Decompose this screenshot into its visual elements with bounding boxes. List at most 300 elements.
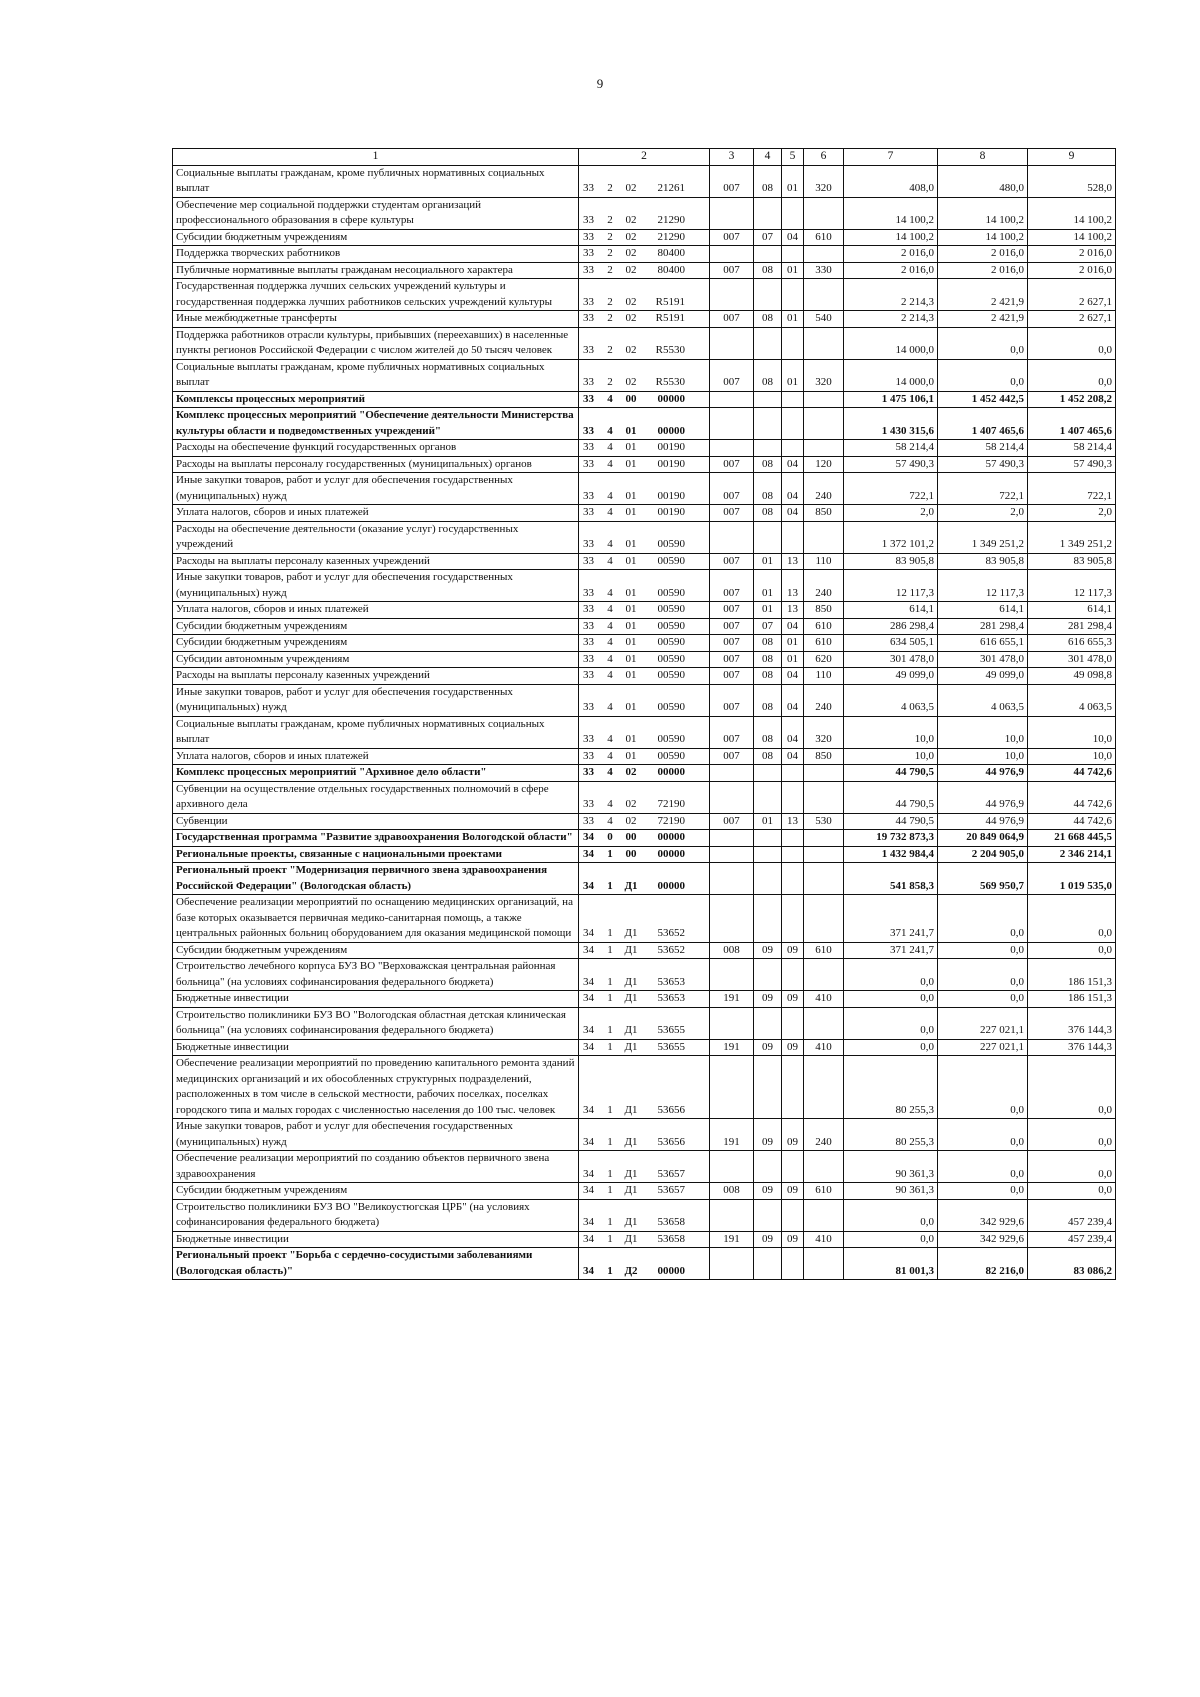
code-part-c3: 01: [625, 652, 637, 665]
row-col-5: [782, 1248, 804, 1280]
code-part-c1: 33: [583, 766, 594, 778]
code-part-c4: 53655: [657, 1024, 685, 1036]
row-col-6: [804, 959, 844, 991]
row-col-7: 408,0: [844, 165, 938, 197]
row-col-7: 10,0: [844, 748, 938, 765]
row-col-7: 0,0: [844, 991, 938, 1008]
row-col-3: 007: [710, 602, 754, 619]
code-part-c1: 33: [583, 182, 594, 194]
code-part-c1: 33: [583, 669, 594, 681]
row-col-5: 01: [782, 165, 804, 197]
code-part-c3: 01: [625, 554, 637, 567]
code-part-c1: 33: [583, 376, 594, 388]
code-part-c2: 4: [607, 554, 613, 567]
code-part-c2: 4: [607, 636, 613, 648]
row-col-5: 04: [782, 748, 804, 765]
code-part-c1: 33: [583, 457, 594, 470]
row-col-3: 007: [710, 716, 754, 748]
row-col-8: 301 478,0: [938, 651, 1028, 668]
row-name: Публичные нормативные выплаты гражданам несоциального характера: [173, 262, 579, 279]
row-col-5: [782, 197, 804, 229]
code-part-c4: 00590: [657, 749, 685, 762]
row-code: [579, 942, 710, 959]
row-col-7: 2 016,0: [844, 246, 938, 263]
row-col-4: [754, 1248, 782, 1280]
row-col-6: [804, 830, 844, 847]
row-col-8: 480,0: [938, 165, 1028, 197]
row-col-5: 01: [782, 311, 804, 328]
code-part-c3: 00: [625, 392, 637, 405]
table-row: [173, 570, 1116, 602]
row-col-6: 610: [804, 618, 844, 635]
row-col-7: 2 214,3: [844, 311, 938, 328]
row-col-3: 007: [710, 570, 754, 602]
code-part-c2: 4: [607, 506, 613, 518]
table-row: [173, 635, 1116, 652]
row-name: Расходы на выплаты персоналу казенных учреждений: [173, 553, 579, 570]
code-part-c3: 02: [625, 182, 637, 194]
table-row: [173, 391, 1116, 408]
row-col-8: 2 421,9: [938, 279, 1028, 311]
row-name: Строительство поликлиники БУЗ ВО "Вологодская областная детская клиническая больница" (на условиях софинансирования федерального бюджета): [173, 1007, 579, 1039]
code-part-c3: Д1: [624, 1024, 638, 1036]
row-col-6: 850: [804, 505, 844, 522]
row-col-9: 0,0: [1028, 359, 1116, 391]
row-name: Субвенции на осуществление отдельных государственных полномочий в сфере архивного дела: [173, 781, 579, 813]
row-col-6: 240: [804, 1119, 844, 1151]
row-col-4: [754, 391, 782, 408]
row-name: Бюджетные инвестиции: [173, 991, 579, 1008]
row-col-6: [804, 1199, 844, 1231]
row-col-3: 008: [710, 942, 754, 959]
row-col-6: 410: [804, 1231, 844, 1248]
code-part-c2: 2: [607, 214, 613, 226]
header-row: [173, 149, 1116, 166]
code-part-c4: 53656: [657, 1103, 685, 1116]
code-part-c2: 2: [607, 344, 613, 356]
row-code: [579, 781, 710, 813]
row-name: Субсидии бюджетным учреждениям: [173, 1183, 579, 1200]
row-col-4: 01: [754, 570, 782, 602]
code-part-c3: 02: [625, 312, 637, 324]
row-col-4: 08: [754, 359, 782, 391]
row-col-9: 2 016,0: [1028, 262, 1116, 279]
row-col-8: 0,0: [938, 942, 1028, 959]
row-code: [579, 1119, 710, 1151]
code-part-c3: Д1: [624, 943, 638, 956]
row-col-4: 08: [754, 651, 782, 668]
code-part-c2: 4: [607, 489, 613, 502]
code-part-c3: 01: [625, 636, 637, 648]
row-name: Региональный проект "Борьба с сердечно-сосудистыми заболеваниями (Вологодская область)": [173, 1248, 579, 1280]
code-part-c2: 4: [607, 798, 613, 810]
code-part-c3: 02: [625, 376, 637, 388]
code-part-c2: 1: [607, 975, 613, 988]
row-code: [579, 473, 710, 505]
row-col-8: 44 976,9: [938, 813, 1028, 830]
row-col-3: [710, 830, 754, 847]
row-code: [579, 602, 710, 619]
header-cell: 7: [844, 149, 938, 166]
code-part-c1: 33: [583, 749, 594, 762]
row-code: [579, 991, 710, 1008]
row-col-7: 634 505,1: [844, 635, 938, 652]
row-col-6: 330: [804, 262, 844, 279]
row-col-3: 007: [710, 262, 754, 279]
row-code: [579, 765, 710, 782]
code-part-c2: 1: [607, 879, 613, 892]
row-col-9: 186 151,3: [1028, 959, 1116, 991]
row-col-5: [782, 846, 804, 863]
row-col-7: 14 100,2: [844, 229, 938, 246]
code-part-c1: 33: [583, 489, 594, 502]
row-col-4: [754, 408, 782, 440]
code-part-c4: 21290: [657, 230, 685, 243]
row-col-5: 01: [782, 651, 804, 668]
row-col-6: [804, 765, 844, 782]
row-col-3: [710, 327, 754, 359]
table-row: [173, 408, 1116, 440]
code-part-c4: 00190: [657, 506, 685, 518]
code-part-c2: 1: [607, 1264, 613, 1277]
row-col-4: 01: [754, 553, 782, 570]
code-part-c2: 4: [607, 586, 613, 599]
code-part-c1: 33: [583, 554, 594, 567]
row-col-9: 186 151,3: [1028, 991, 1116, 1008]
row-col-3: 007: [710, 505, 754, 522]
row-col-4: [754, 521, 782, 553]
row-col-9: 14 100,2: [1028, 197, 1116, 229]
row-col-9: 1 452 208,2: [1028, 391, 1116, 408]
row-col-7: 0,0: [844, 1007, 938, 1039]
row-name: Расходы на выплаты персоналу государственных (муниципальных) органов: [173, 456, 579, 473]
row-col-5: 01: [782, 359, 804, 391]
row-col-4: [754, 327, 782, 359]
row-col-3: [710, 1199, 754, 1231]
row-col-9: 376 144,3: [1028, 1007, 1116, 1039]
table-row: [173, 197, 1116, 229]
row-code: [579, 1199, 710, 1231]
row-col-9: 281 298,4: [1028, 618, 1116, 635]
row-col-4: 08: [754, 668, 782, 685]
code-part-c2: 1: [607, 927, 613, 939]
table-row: [173, 813, 1116, 830]
row-col-4: 09: [754, 1039, 782, 1056]
row-col-6: 320: [804, 716, 844, 748]
row-col-3: 007: [710, 684, 754, 716]
row-col-6: 120: [804, 456, 844, 473]
row-col-5: [782, 765, 804, 782]
row-col-5: [782, 1151, 804, 1183]
code-part-c1: 33: [583, 441, 594, 453]
code-part-c1: 33: [583, 214, 594, 226]
row-code: [579, 359, 710, 391]
table-row: [173, 651, 1116, 668]
row-col-3: [710, 246, 754, 263]
row-col-6: 620: [804, 651, 844, 668]
row-col-4: [754, 1199, 782, 1231]
row-col-8: 0,0: [938, 359, 1028, 391]
row-col-4: 08: [754, 262, 782, 279]
row-col-5: [782, 279, 804, 311]
row-col-8: 83 905,8: [938, 553, 1028, 570]
code-part-c1: 34: [583, 1216, 594, 1228]
row-col-3: 007: [710, 456, 754, 473]
row-col-8: 2 421,9: [938, 311, 1028, 328]
header-cell: 3: [710, 149, 754, 166]
code-part-c4: 21290: [657, 214, 685, 226]
row-col-6: 240: [804, 684, 844, 716]
row-code: [579, 1183, 710, 1200]
row-col-9: 2 016,0: [1028, 246, 1116, 263]
row-col-5: [782, 408, 804, 440]
row-col-4: 09: [754, 942, 782, 959]
table-row: [173, 359, 1116, 391]
row-col-7: 14 000,0: [844, 327, 938, 359]
code-part-c1: 33: [583, 263, 594, 276]
code-part-c1: 34: [583, 1184, 594, 1196]
budget-table: [172, 148, 1116, 1280]
table-row: [173, 165, 1116, 197]
row-col-5: [782, 246, 804, 263]
row-col-3: 191: [710, 1039, 754, 1056]
row-code: [579, 1007, 710, 1039]
row-col-3: 007: [710, 635, 754, 652]
row-col-7: 44 790,5: [844, 813, 938, 830]
row-name: Иные закупки товаров, работ и услуг для обеспечения государственных (муниципальных) нужд: [173, 1119, 579, 1151]
row-col-3: [710, 781, 754, 813]
row-col-5: [782, 781, 804, 813]
row-col-4: [754, 959, 782, 991]
row-col-8: 14 100,2: [938, 197, 1028, 229]
row-code: [579, 197, 710, 229]
table-row: [173, 473, 1116, 505]
row-code: [579, 246, 710, 263]
row-name: Уплата налогов, сборов и иных платежей: [173, 602, 579, 619]
row-col-4: [754, 863, 782, 895]
row-col-5: [782, 1199, 804, 1231]
row-col-9: 616 655,3: [1028, 635, 1116, 652]
row-name: Бюджетные инвестиции: [173, 1039, 579, 1056]
row-col-5: [782, 1056, 804, 1119]
row-col-7: 90 361,3: [844, 1183, 938, 1200]
table-row: [173, 602, 1116, 619]
code-part-c3: Д1: [624, 1216, 638, 1228]
code-part-c4: 53653: [657, 975, 685, 988]
row-col-5: 13: [782, 570, 804, 602]
row-col-8: 281 298,4: [938, 618, 1028, 635]
row-col-4: 07: [754, 229, 782, 246]
code-part-c4: 53653: [657, 992, 685, 1004]
row-code: [579, 391, 710, 408]
table-row: [173, 246, 1116, 263]
code-part-c4: 80400: [657, 263, 685, 276]
row-col-8: 616 655,1: [938, 635, 1028, 652]
code-part-c2: 2: [607, 247, 613, 259]
row-col-5: 04: [782, 505, 804, 522]
code-part-c1: 33: [583, 701, 594, 713]
row-code: [579, 1039, 710, 1056]
code-part-c1: 33: [583, 424, 594, 437]
row-code: [579, 262, 710, 279]
code-part-c2: 1: [607, 1216, 613, 1228]
row-col-3: 007: [710, 311, 754, 328]
row-code: [579, 651, 710, 668]
row-col-3: 191: [710, 1231, 754, 1248]
row-col-5: 09: [782, 1183, 804, 1200]
row-col-8: 10,0: [938, 748, 1028, 765]
row-name: Социальные выплаты гражданам, кроме публичных нормативных социальных выплат: [173, 165, 579, 197]
row-col-3: 191: [710, 1119, 754, 1151]
row-col-9: 376 144,3: [1028, 1039, 1116, 1056]
row-col-3: [710, 1056, 754, 1119]
row-name: Уплата налогов, сборов и иных платежей: [173, 748, 579, 765]
row-col-3: 007: [710, 748, 754, 765]
row-name: Субсидии автономным учреждениям: [173, 651, 579, 668]
code-part-c2: 4: [607, 652, 613, 665]
row-code: [579, 895, 710, 943]
row-name: Комплексы процессных мероприятий: [173, 391, 579, 408]
row-col-6: [804, 246, 844, 263]
row-col-8: 2,0: [938, 505, 1028, 522]
header-cell: 1: [173, 149, 579, 166]
code-part-c1: 33: [583, 586, 594, 599]
row-col-8: 0,0: [938, 327, 1028, 359]
row-col-5: [782, 1007, 804, 1039]
row-col-7: 1 430 315,6: [844, 408, 938, 440]
row-col-9: 301 478,0: [1028, 651, 1116, 668]
table-row: [173, 1199, 1116, 1231]
row-col-9: 2 627,1: [1028, 311, 1116, 328]
row-col-6: [804, 279, 844, 311]
row-col-9: 0,0: [1028, 895, 1116, 943]
row-col-5: 04: [782, 618, 804, 635]
row-col-8: 227 021,1: [938, 1007, 1028, 1039]
header-cell: 9: [1028, 149, 1116, 166]
code-part-c3: 02: [625, 344, 637, 356]
code-part-c1: 34: [583, 1232, 594, 1245]
row-col-8: 2 016,0: [938, 246, 1028, 263]
code-part-c4: 72190: [657, 814, 685, 827]
code-part-c3: 02: [625, 295, 637, 308]
code-part-c2: 2: [607, 295, 613, 308]
row-col-4: [754, 1151, 782, 1183]
row-col-7: 2 016,0: [844, 262, 938, 279]
code-part-c1: 33: [583, 506, 594, 518]
row-col-5: [782, 391, 804, 408]
row-col-4: 08: [754, 505, 782, 522]
code-part-c2: 4: [607, 619, 613, 632]
code-part-c3: 01: [625, 701, 637, 713]
code-part-c4: 00190: [657, 489, 685, 502]
row-col-7: 371 241,7: [844, 942, 938, 959]
code-part-c4: 00590: [657, 652, 685, 665]
row-col-4: 08: [754, 456, 782, 473]
code-part-c2: 2: [607, 312, 613, 324]
code-part-c4: 00190: [657, 457, 685, 470]
row-col-6: [804, 197, 844, 229]
row-col-3: 008: [710, 1183, 754, 1200]
code-part-c1: 34: [583, 992, 594, 1004]
code-part-c1: 34: [583, 1135, 594, 1148]
code-part-c3: 01: [625, 603, 637, 615]
row-name: Государственная поддержка лучших сельских учреждений культуры и государственная поддержка лучших работников сельских учреждений культуры: [173, 279, 579, 311]
table-row: [173, 327, 1116, 359]
row-col-7: 2,0: [844, 505, 938, 522]
row-col-6: [804, 408, 844, 440]
code-part-c3: 01: [625, 441, 637, 453]
row-col-6: 540: [804, 311, 844, 328]
row-col-5: 04: [782, 229, 804, 246]
row-col-3: 007: [710, 651, 754, 668]
row-col-9: 2 627,1: [1028, 279, 1116, 311]
row-col-6: 610: [804, 942, 844, 959]
code-part-c2: 4: [607, 814, 613, 827]
code-part-c2: 1: [607, 1024, 613, 1036]
row-code: [579, 959, 710, 991]
code-part-c3: Д2: [624, 1264, 638, 1277]
row-col-5: 09: [782, 1039, 804, 1056]
code-part-c3: 01: [625, 733, 637, 745]
row-col-3: 007: [710, 165, 754, 197]
row-col-8: 569 950,7: [938, 863, 1028, 895]
code-part-c1: 33: [583, 652, 594, 665]
row-col-9: 1 407 465,6: [1028, 408, 1116, 440]
row-col-6: [804, 846, 844, 863]
code-part-c1: 33: [583, 312, 594, 324]
row-code: [579, 311, 710, 328]
row-col-9: 44 742,6: [1028, 781, 1116, 813]
table-row: [173, 959, 1116, 991]
code-part-c4: 00000: [657, 847, 685, 860]
row-col-8: 1 349 251,2: [938, 521, 1028, 553]
row-col-4: 08: [754, 684, 782, 716]
header-cell: 4: [754, 149, 782, 166]
row-col-6: [804, 863, 844, 895]
row-col-6: [804, 327, 844, 359]
code-part-c4: 53657: [657, 1184, 685, 1196]
table-row: [173, 1119, 1116, 1151]
code-part-c4: 00000: [657, 879, 685, 892]
code-part-c2: 4: [607, 457, 613, 470]
row-col-9: 0,0: [1028, 1183, 1116, 1200]
code-part-c1: 33: [583, 619, 594, 632]
code-part-c3: 02: [625, 766, 637, 778]
row-col-5: [782, 959, 804, 991]
code-part-c1: 34: [583, 831, 594, 843]
row-col-6: [804, 1056, 844, 1119]
header-cell: 2: [579, 149, 710, 166]
code-part-c1: 33: [583, 603, 594, 615]
code-part-c3: 01: [625, 489, 637, 502]
row-col-5: 04: [782, 684, 804, 716]
row-col-8: 44 976,9: [938, 765, 1028, 782]
row-col-9: 44 742,6: [1028, 765, 1116, 782]
row-code: [579, 165, 710, 197]
row-col-3: [710, 521, 754, 553]
row-col-3: [710, 440, 754, 457]
code-part-c3: 00: [625, 831, 637, 843]
row-col-5: 04: [782, 456, 804, 473]
row-name: Комплекс процессных мероприятий "Обеспечение деятельности Министерства культуры области и подведомственных учреждений": [173, 408, 579, 440]
row-col-9: 528,0: [1028, 165, 1116, 197]
code-part-c1: 33: [583, 295, 594, 308]
row-col-3: [710, 197, 754, 229]
row-col-9: 10,0: [1028, 716, 1116, 748]
row-col-4: [754, 440, 782, 457]
code-part-c2: 1: [607, 1135, 613, 1148]
row-col-6: 320: [804, 165, 844, 197]
